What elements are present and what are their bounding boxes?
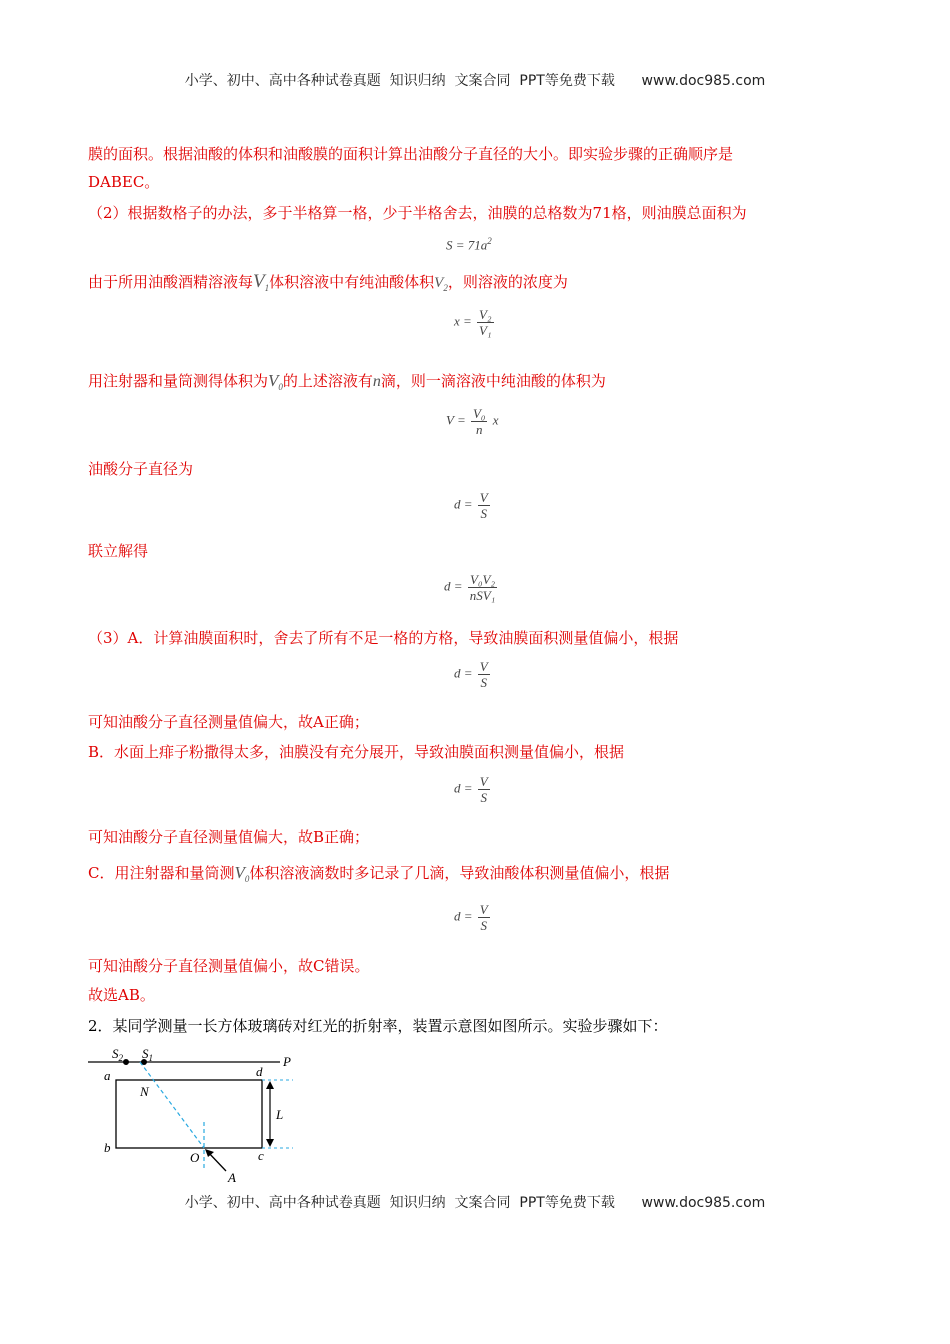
equation-diameter: d = $\frac{V}{S}$: [454, 490, 488, 521]
text-line: 可知油酸分子直径测量值偏大，故A正确；: [88, 713, 369, 731]
text-line: DABEC。: [88, 173, 160, 191]
label-a-point: A: [228, 1170, 236, 1185]
text-line: 可知油酸分子直径测量值偏大，故B正确；: [88, 828, 370, 846]
text-line: 联立解得: [88, 542, 149, 560]
label-s2: $S_2$: [112, 1046, 123, 1063]
equation-diameter: d = $\frac{V}{S}$: [454, 902, 488, 933]
text-line: 用注射器和量筒测得体积为$V_0$的上述溶液有n滴，则一滴溶液中纯油酸的体积为: [88, 371, 606, 392]
text-line: B．水面上痱子粉撒得太多，油膜没有充分展开，导致油膜面积测量值偏小，根据: [88, 743, 625, 761]
light-path-dashed: [140, 1062, 204, 1148]
label-n: N: [140, 1084, 149, 1099]
question-2-text: 2．某同学测量一长方体玻璃砖对红光的折射率，装置示意图如图所示。实验步骤如下：: [88, 1017, 668, 1035]
text-line: 故选AB。: [88, 986, 155, 1004]
page-footer: 小学、初中、高中各种试卷真题 知识归纳 文案合同 PPT等免费下载 www.doc985.com: [184, 1195, 766, 1211]
page-header: 小学、初中、高中各种试卷真题 知识归纳 文案合同 PPT等免费下载 www.doc985.com: [184, 73, 766, 89]
label-d: d: [256, 1064, 263, 1079]
text-line: 可知油酸分子直径测量值偏小，故C错误。: [88, 957, 370, 975]
equation-area: $S = 71a^2$: [446, 236, 492, 253]
arrow-down: [266, 1139, 274, 1147]
incident-arrow: [205, 1149, 214, 1157]
point-s2: [123, 1059, 129, 1065]
label-l: L: [276, 1107, 284, 1122]
glass-brick-diagram: [88, 1040, 303, 1185]
text-line: C．用注射器和量筒测$V_0$体积溶液滴数时多记录了几滴，导致油酸体积测量值偏小，根据: [88, 863, 670, 884]
label-b: b: [104, 1140, 111, 1155]
label-c: c: [258, 1148, 264, 1163]
label-o: O: [190, 1150, 200, 1165]
text-line: 油酸分子直径为: [88, 460, 194, 478]
text-line: （3）A．计算油膜面积时，舍去了所有不足一格的方格，导致油膜面积测量值偏小，根据: [88, 629, 679, 647]
equation-diameter: d = $\frac{V}{S}$: [454, 659, 488, 690]
label-p: P: [283, 1054, 291, 1069]
label-s1: $S_1$: [142, 1046, 153, 1063]
glass-brick: [116, 1080, 262, 1148]
arrow-up: [266, 1081, 274, 1089]
equation-concentration: x = $\frac{\text{V₂}}{\text{V₁}}$: [454, 307, 492, 338]
text-line: 由于所用油酸酒精溶液每$V_1$体积溶液中有纯油酸体积$V_2$，则溶液的浓度为: [88, 271, 568, 293]
equation-solution: d = $\frac{\text{V₀V₂}}{\text{nSV₁}}$: [444, 572, 496, 603]
label-a: a: [104, 1068, 111, 1083]
equation-diameter: d = $\frac{V}{S}$: [454, 774, 488, 805]
text-line: 膜的面积。根据油酸的体积和油酸膜的面积计算出油酸分子直径的大小。即实验步骤的正确顺序是: [88, 145, 734, 163]
text-line: （2）根据数格子的办法，多于半格算一格，少于半格舍去，油膜的总格数为71格，则油膜总面积为: [88, 204, 747, 222]
equation-volume: V = $\frac{\text{V₀}}{n}$ x: [446, 406, 499, 437]
